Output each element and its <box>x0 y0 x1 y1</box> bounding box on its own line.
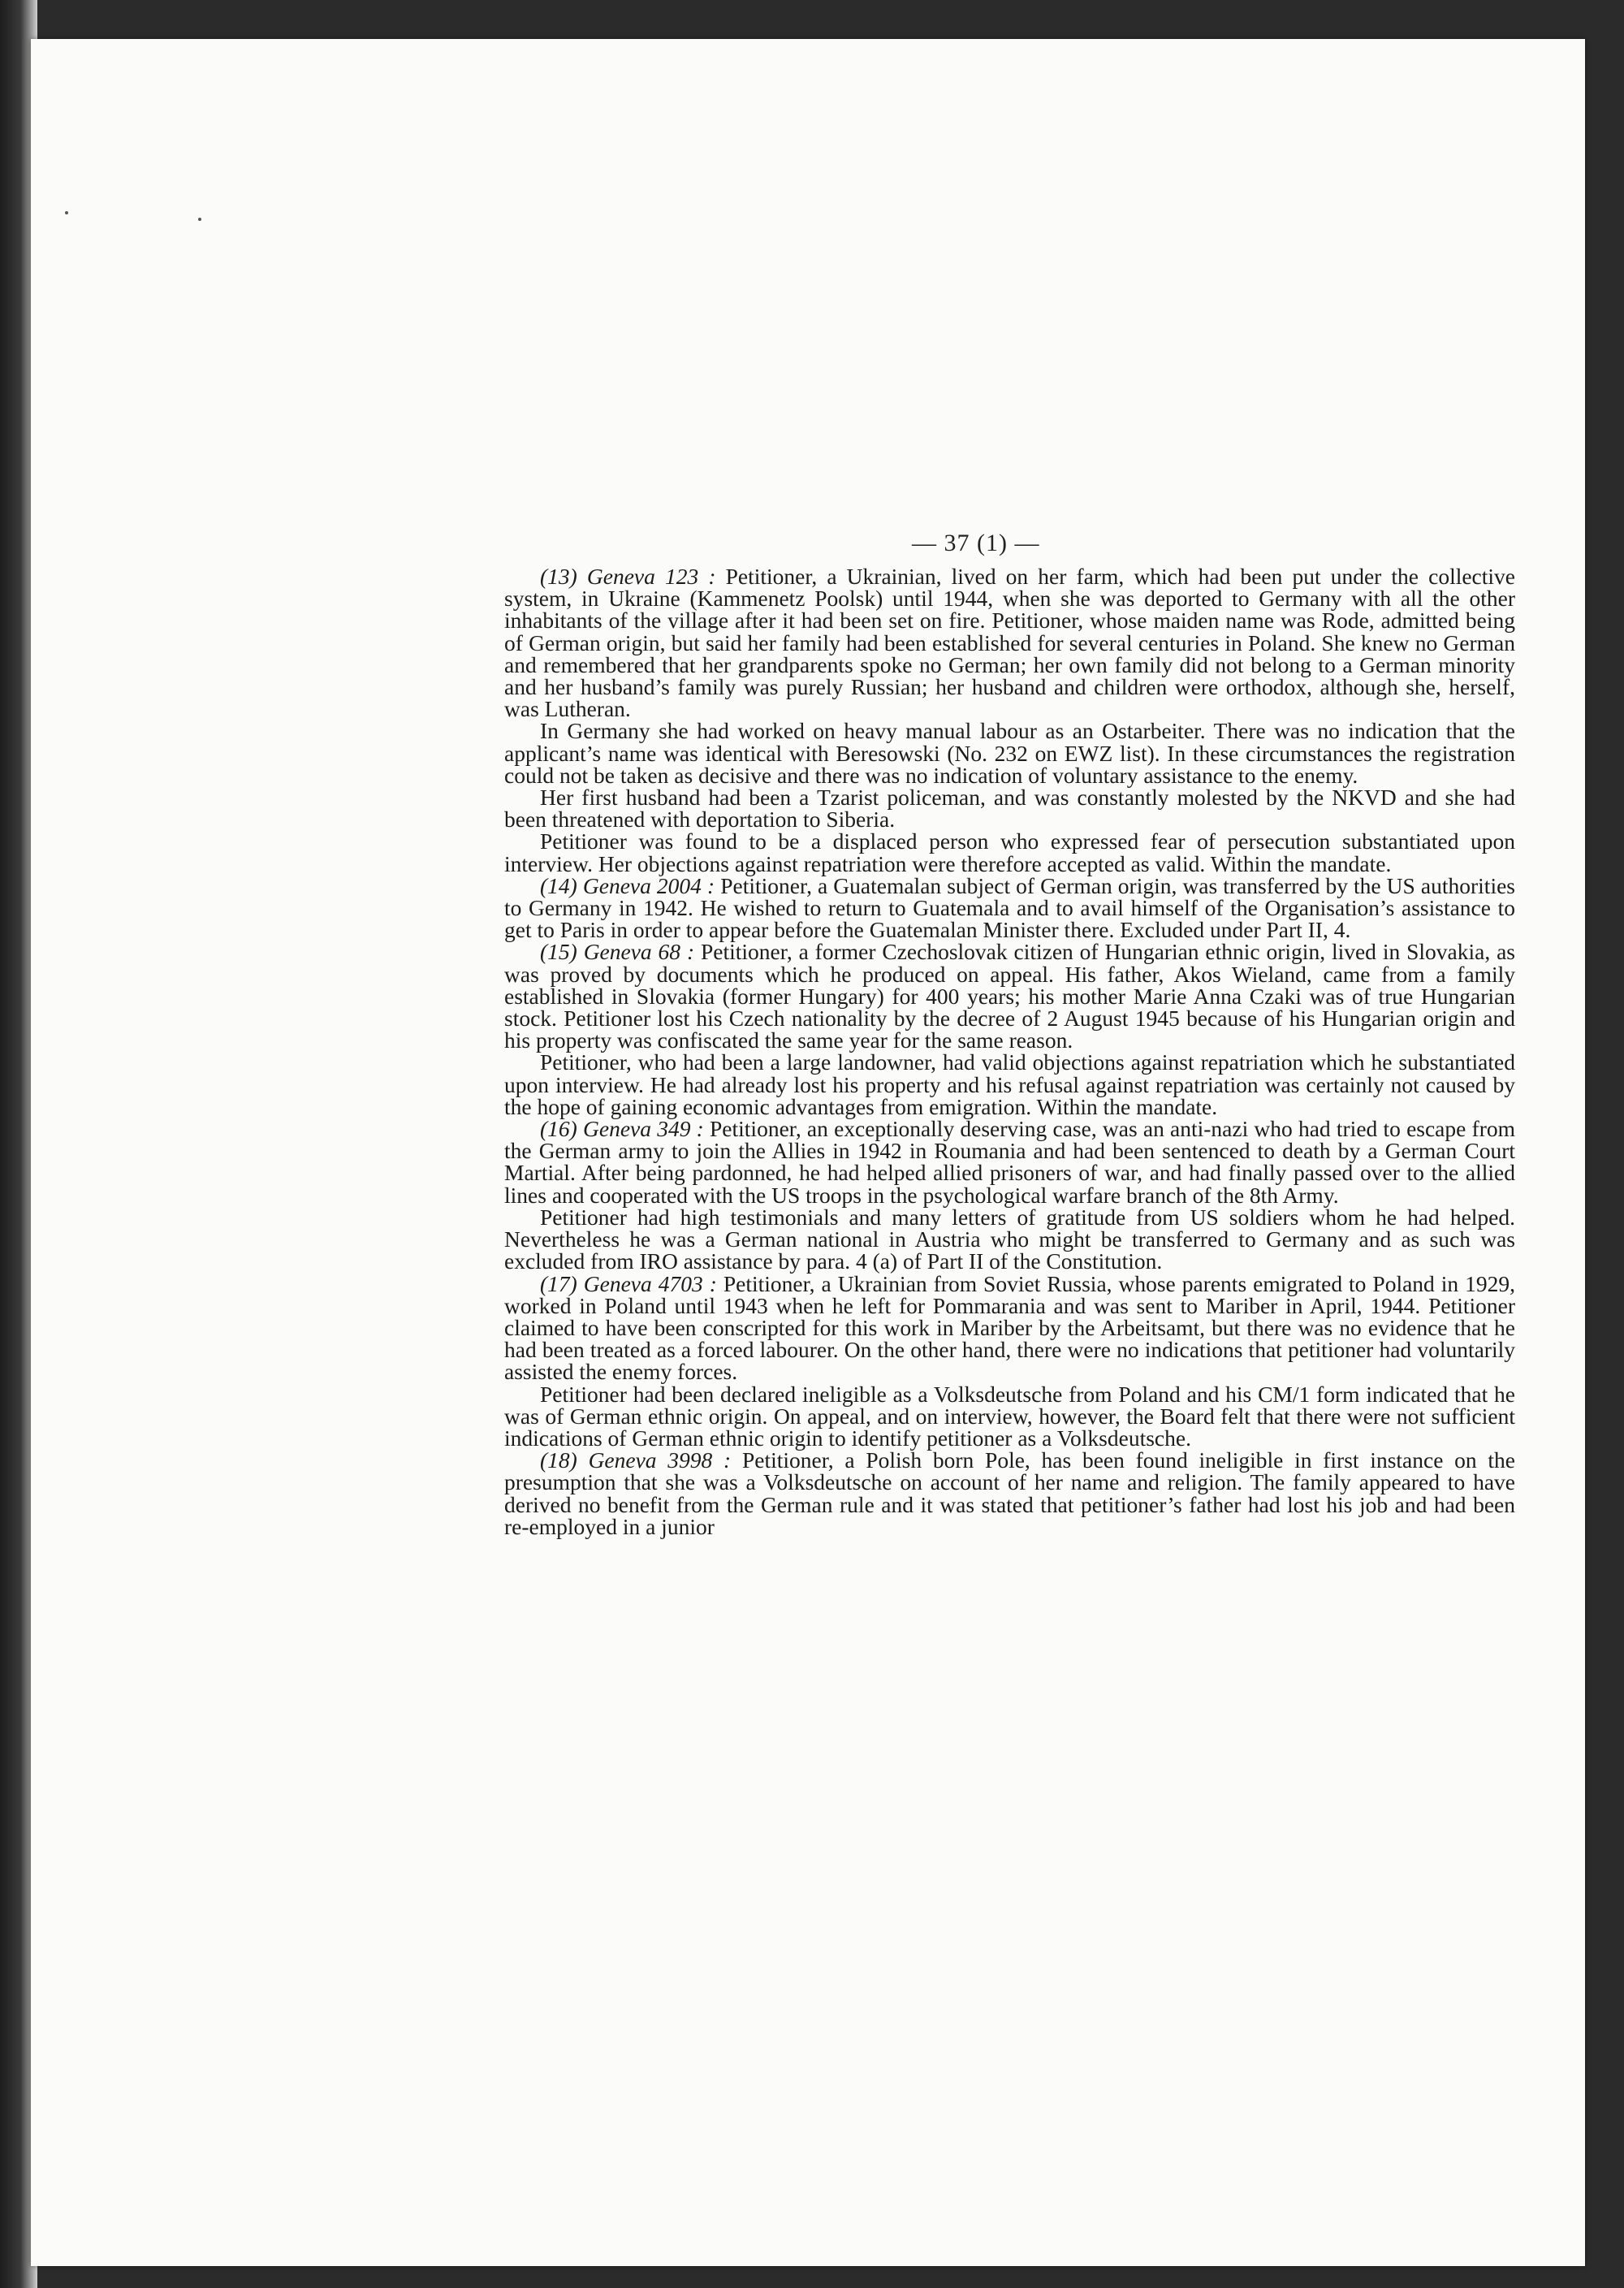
paragraph-text: In Germany she had worked on heavy manual labour as an Ostarbeiter. There was no indication that the applicant’s name was identical with Beresowski (No. 232 on EWZ list). In these circumstances the registration could not be taken as decisive and there was no indication of voluntary assistance to the enemy. <box>504 718 1515 788</box>
paragraph <box>504 1051 1515 1118</box>
paragraph-text: Petitioner had high testimonials and many letters of gratitude from US soldiers whom he had helped. Nevertheless he was a German national in Austria who might be transferred to Germany and as such was excluded from IRO assistance by para. 4 (a) of Part II of the Constitution. <box>504 1204 1515 1274</box>
paragraph <box>504 785 1515 833</box>
paragraph-text: Petitioner, a Ukrainian, lived on her farm, which had been put under the collective system, in Ukraine (Kammenetz Poolsk) until 1944, when she was deported to Germany with all the other inhabitants of the village after it had been set on fire. Petitioner, whose maiden name was Rode, admitted being of German origin, but said her family had been established for several centuries in Poland. She knew no German and remembered that her grandparents spoke no German; her own family did not belong to a German minority and her husband’s family was purely Russian; her husband and children were orthodox, although she, herself, was Lutheran. <box>504 564 1515 722</box>
paragraph <box>504 1270 1515 1385</box>
case-reference: (17) Geneva 4703 : <box>540 1270 717 1296</box>
paragraph <box>504 830 1515 874</box>
paragraph-text: Petitioner, an exceptionally deserving case, was an anti-nazi who had tried to escape from the German army to join the Allies in 1942 in Roumania and had been sentenced to death by a German Court Martial. After being pardonned, he had helped allied prisoners of war, and had finally passed over to the allied lines and cooperated with the US troops in the psychological warfare branch of the 8th Army. <box>504 1116 1516 1208</box>
paragraph-text: Petitioner, a Guatemalan subject of German origin, was transferred by the US authorities to Germany in 1942. He wished to return to Guatemala and to avail himself of the Organisation’s assistance to get to Paris in order to appear before the Guatemalan Minister there. Excluded under Part II, 4. <box>504 872 1515 943</box>
paragraph-text: Petitioner was found to be a displaced person who expressed fear of persecution substantiated upon interview. Her objections against repatriation were therefore accepted as valid. Within the mandate. <box>504 828 1515 876</box>
case-reference: (13) Geneva 123 : <box>540 564 716 589</box>
body-text <box>504 565 1515 1538</box>
paragraph <box>504 872 1515 943</box>
scan-speck <box>65 211 68 214</box>
paragraph <box>504 720 1515 786</box>
paragraph-text: Petitioner, a Ukrainian from Soviet Russia, whose parents emigrated to Poland in 1929, worked in Poland until 1943 when he left for Pommarania and was sent to Mariber in April, 1944. Petitioner claimed to have been conscripted for this work in Mariber by the Arbeitsamt, but there was no evidence that he had been treated as a forced labourer. On the other hand, there were no indications that petitioner had voluntarily assisted the enemy forces. <box>504 1270 1515 1385</box>
paragraph-text: Her first husband had been a Tzarist policeman, and was constantly molested by the NKVD and she had been threatened with deportation to Siberia. <box>504 785 1515 833</box>
page-number: — 37 (1) — <box>912 530 1040 556</box>
scan-speck <box>198 218 201 221</box>
paragraph-text: Petitioner had been declared ineligible as a Volksdeutsche from Poland and his CM/1 form indicated that he was of German ethnic origin. On appeal, and on interview, however, the Board felt that there were not sufficient indications of German ethnic origin to identify petitioner as a Volksdeutsche. <box>504 1381 1515 1451</box>
paragraph <box>504 1449 1515 1538</box>
paragraph <box>504 1118 1515 1206</box>
case-reference: (15) Geneva 68 : <box>540 939 695 965</box>
paragraph-text: Petitioner, a Polish born Pole, has been found ineligible in first instance on the presumption that she was a Volksdeutsche on account of her name and religion. The family appeared to have derived no benefit from the German rule and it was stated that petitioner’s father had lost his job and had been re-employed in a junior <box>504 1447 1515 1539</box>
paragraph <box>504 941 1515 1051</box>
case-reference: (16) Geneva 349 : <box>540 1116 704 1142</box>
paragraph-text: Petitioner, who had been a large landowner, had valid objections against repatriation which he substantiated upon interview. He had already lost his property and his refusal against repatriation was certainly not caused by the hope of gaining economic advantages from emigration. Within the mandate. <box>504 1049 1515 1119</box>
case-reference: (14) Geneva 2004 : <box>540 872 715 898</box>
paragraph <box>504 1206 1515 1273</box>
case-reference: (18) Geneva 3998 : <box>540 1447 732 1473</box>
paragraph-text: Petitioner, a former Czechoslovak citizen of Hungarian ethnic origin, lived in Slovakia, as was proved by documents which he produced on appeal. His father, Akos Wieland, came from a family established in Slovakia (former Hungary) for 400 years; his mother Marie Anna Czaki was of true Hungarian stock. Petitioner lost his Czech nationality by the decree of 2 August 1945 because of his Hungarian origin and his property was confiscated the same year for the same reason. <box>504 939 1515 1053</box>
paragraph <box>504 1383 1515 1450</box>
paragraph <box>504 565 1515 720</box>
document-page <box>31 39 1585 2266</box>
